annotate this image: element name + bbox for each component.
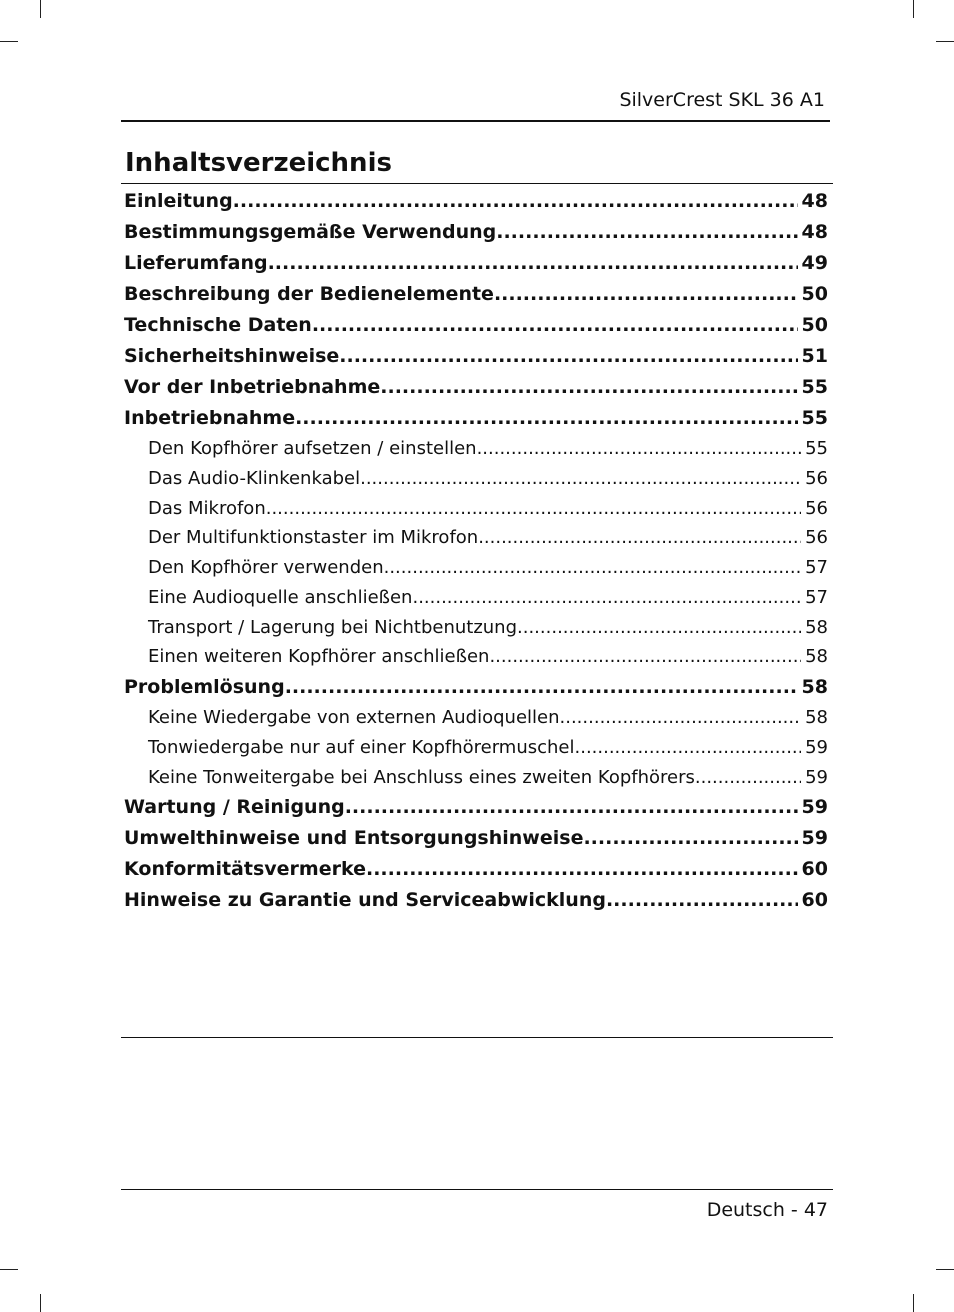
toc-entry-page: 49 bbox=[801, 252, 828, 274]
toc-dot-leader bbox=[412, 583, 801, 613]
toc-entry[interactable] bbox=[124, 523, 828, 553]
toc-entry-page: 59 bbox=[805, 736, 828, 758]
crop-mark-bottom-right bbox=[913, 1294, 914, 1312]
toc-entry[interactable] bbox=[124, 553, 828, 583]
toc-entry-label: Den Kopfhörer verwenden bbox=[148, 557, 384, 578]
toc-entry-page: 59 bbox=[805, 766, 828, 788]
toc-entry-label: Lieferumfang bbox=[124, 252, 268, 274]
toc-entry-page: 51 bbox=[801, 345, 828, 367]
toc-entry-label: Wartung / Reinigung bbox=[124, 796, 345, 819]
toc-dot-leader bbox=[494, 279, 798, 310]
crop-mark-bottom-left bbox=[40, 1294, 41, 1312]
toc-entry-page: 58 bbox=[805, 616, 828, 638]
toc-entry-page: 59 bbox=[801, 827, 828, 850]
page-title: Inhaltsverzeichnis bbox=[125, 148, 392, 178]
toc-entry-label: Einen weiteren Kopfhörer anschließen bbox=[148, 646, 490, 668]
toc-dot-leader bbox=[266, 494, 801, 524]
toc-entry[interactable] bbox=[124, 583, 828, 613]
toc-dot-leader bbox=[478, 523, 801, 553]
crop-mark-top-left-h bbox=[0, 41, 18, 42]
toc-dot-leader bbox=[380, 372, 797, 403]
toc-entry-label: Inbetriebnahme bbox=[124, 407, 296, 429]
toc-entry[interactable] bbox=[124, 372, 828, 403]
header-rule bbox=[121, 120, 830, 122]
crop-mark-top-left bbox=[40, 0, 41, 18]
toc-entry-page: 48 bbox=[801, 221, 828, 243]
toc-entry[interactable] bbox=[124, 279, 828, 310]
toc-entry[interactable] bbox=[124, 823, 828, 854]
toc-entry-label: Eine Audioquelle anschließen bbox=[148, 586, 413, 608]
toc-entry-page: 50 bbox=[801, 314, 828, 336]
section-end-rule bbox=[121, 1037, 833, 1038]
crop-mark-bottom-right-h bbox=[936, 1269, 954, 1270]
toc-dot-leader bbox=[312, 310, 798, 341]
toc-entry-page: 60 bbox=[801, 889, 828, 912]
toc-entry-page: 58 bbox=[805, 707, 828, 728]
toc-entry[interactable] bbox=[124, 310, 828, 341]
toc-dot-leader bbox=[366, 854, 798, 885]
toc-entry-label: Umwelthinweise und Entsorgungshinweise bbox=[124, 827, 584, 850]
toc-entry-page: 57 bbox=[805, 557, 828, 578]
toc-entry[interactable] bbox=[124, 885, 828, 916]
toc-entry-page: 48 bbox=[801, 190, 828, 212]
toc-dot-leader bbox=[360, 464, 801, 494]
toc-entry-page: 56 bbox=[805, 467, 828, 489]
toc-entry-page: 55 bbox=[805, 438, 828, 459]
toc-entry-page: 50 bbox=[801, 283, 828, 305]
footer-rule bbox=[121, 1189, 833, 1190]
toc-entry-label: Transport / Lagerung bei Nichtbenutzung bbox=[148, 616, 518, 638]
toc-dot-leader bbox=[695, 763, 801, 793]
footer-page-label: Deutsch - 47 bbox=[706, 1199, 828, 1221]
toc-entry-label: Vor der Inbetriebnahme bbox=[124, 376, 381, 398]
toc-dot-leader bbox=[496, 217, 797, 248]
toc-entry-label: Das Audio-Klinkenkabel bbox=[148, 467, 361, 489]
toc-dot-leader bbox=[295, 403, 797, 434]
toc-entry-page: 57 bbox=[805, 586, 828, 608]
toc-entry-page: 55 bbox=[801, 407, 828, 429]
toc-dot-leader bbox=[285, 672, 798, 703]
toc-entry-page: 58 bbox=[801, 676, 828, 698]
toc-entry[interactable] bbox=[124, 642, 828, 672]
toc-entry[interactable] bbox=[124, 494, 828, 524]
toc-entry-label: Problemlösung bbox=[124, 676, 285, 698]
header-product-name: SilverCrest SKL 36 A1 bbox=[619, 89, 825, 111]
crop-mark-top-right-h bbox=[936, 41, 954, 42]
toc-entry-label: Technische Daten bbox=[124, 314, 312, 336]
toc-entry[interactable] bbox=[124, 434, 828, 464]
toc-dot-leader bbox=[339, 341, 797, 372]
toc-dot-leader bbox=[268, 248, 798, 279]
toc-entry-label: Das Mikrofon bbox=[148, 497, 266, 519]
toc-dot-leader bbox=[345, 792, 798, 823]
toc-entry[interactable] bbox=[124, 854, 828, 885]
toc-entry-page: 56 bbox=[805, 527, 828, 549]
toc-entry[interactable] bbox=[124, 763, 828, 793]
crop-mark-bottom-left-h bbox=[0, 1269, 18, 1270]
toc-entry-label: Tonwiedergabe nur auf einer Kopfhörermuschel bbox=[148, 736, 575, 758]
toc-dot-leader bbox=[606, 885, 798, 916]
toc-entry-page: 56 bbox=[805, 497, 828, 519]
toc-entry-label: Bestimmungsgemäße Verwendung bbox=[124, 221, 497, 243]
toc-entry[interactable] bbox=[124, 613, 828, 643]
toc-list bbox=[124, 186, 828, 916]
crop-mark-top-right bbox=[913, 0, 914, 18]
toc-entry[interactable] bbox=[124, 248, 828, 279]
toc-entry[interactable] bbox=[124, 703, 828, 733]
toc-entry[interactable] bbox=[124, 186, 828, 217]
toc-dot-leader bbox=[583, 823, 797, 854]
toc-entry[interactable] bbox=[124, 341, 828, 372]
toc-entry-label: Keine Wiedergabe von externen Audioquellen bbox=[148, 707, 560, 728]
toc-entry-label: Hinweise zu Garantie und Serviceabwicklung bbox=[124, 889, 606, 912]
toc-entry-page: 58 bbox=[805, 646, 828, 668]
toc-entry[interactable] bbox=[124, 403, 828, 434]
toc-entry-label: Einleitung bbox=[124, 190, 233, 212]
toc-entry-label: Der Multifunktionstaster im Mikrofon bbox=[148, 527, 479, 549]
toc-entry[interactable] bbox=[124, 464, 828, 494]
toc-entry-label: Konformitätsvermerke bbox=[124, 858, 366, 881]
toc-dot-leader bbox=[477, 434, 802, 464]
toc-entry[interactable] bbox=[124, 217, 828, 248]
toc-entry[interactable] bbox=[124, 792, 828, 823]
toc-entry[interactable] bbox=[124, 672, 828, 703]
toc-entry-label: Keine Tonweitergabe bei Anschluss eines zweiten Kopfhörers bbox=[148, 766, 695, 788]
toc-entry-label: Beschreibung der Bedienelemente bbox=[124, 283, 494, 305]
toc-entry-label: Sicherheitshinweise bbox=[124, 345, 340, 367]
toc-dot-leader bbox=[233, 186, 798, 217]
toc-dot-leader bbox=[489, 642, 801, 672]
toc-entry[interactable] bbox=[124, 733, 828, 763]
toc-dot-leader bbox=[517, 613, 801, 643]
toc-entry-page: 55 bbox=[801, 376, 828, 398]
toc-entry-label: Den Kopfhörer aufsetzen / einstellen bbox=[148, 438, 477, 459]
toc-entry-page: 59 bbox=[801, 796, 828, 819]
toc-dot-leader bbox=[384, 553, 801, 583]
toc-dot-leader bbox=[575, 733, 802, 763]
toc-entry-page: 60 bbox=[801, 858, 828, 881]
title-rule bbox=[121, 183, 833, 184]
toc-dot-leader bbox=[560, 703, 802, 733]
